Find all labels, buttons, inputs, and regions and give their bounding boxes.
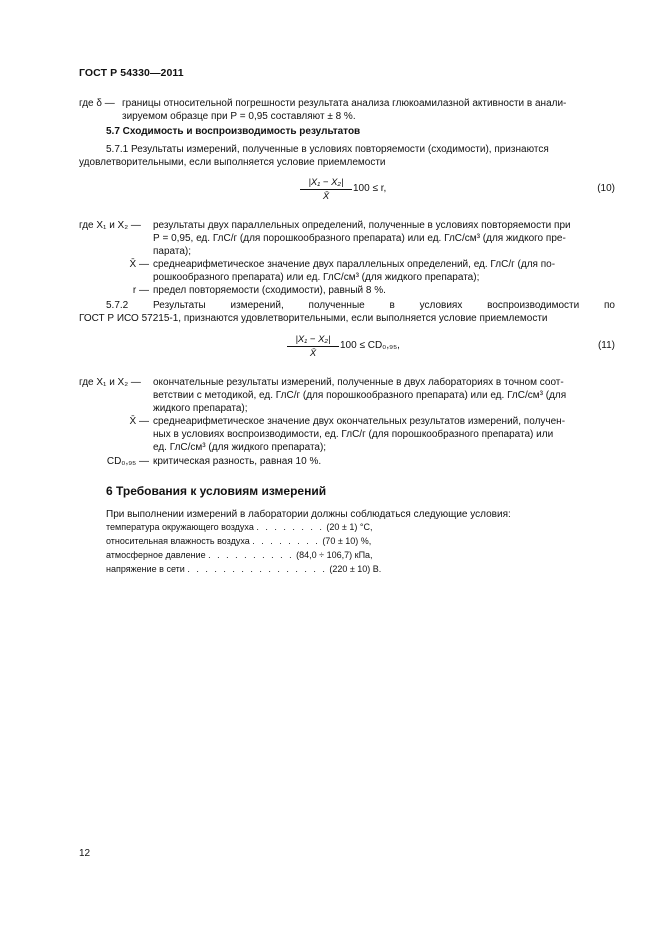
- where11-xbar-line2: ных в условиях воспроизводимости, ед. ГлС/г (для порошкообразного препарата) или: [153, 429, 554, 440]
- condition-dots: . . . . . . . . . .: [208, 550, 294, 560]
- delta-label: где δ —: [79, 98, 115, 109]
- eq10-numerator: |X₁ − X₂|: [300, 176, 352, 190]
- where11-x-label: где X₁ и X₂ —: [79, 377, 141, 388]
- where11-cd-label: CD₀,₉₅ —: [106, 456, 149, 467]
- where10-x-label: где X₁ и X₂ —: [79, 220, 141, 231]
- condition-name: температура окружающего воздуха: [106, 522, 254, 532]
- where11-x-line3: жидкого препарата);: [153, 403, 248, 414]
- where11-xbar-label: X̄ —: [129, 416, 149, 427]
- condition-dots: . . . . . . . .: [252, 536, 320, 546]
- where10-r-line1: предел повторяемости (сходимости), равный 8 %.: [153, 285, 386, 296]
- s571-line2: удовлетворительными, если выполняется условие приемлемости: [79, 157, 386, 168]
- condition-name: атмосферное давление: [106, 550, 206, 560]
- page-number: 12: [79, 848, 91, 859]
- s6-intro: При выполнении измерений в лаборатории должны соблюдаться следующие условия:: [106, 509, 511, 520]
- condition-value: (20 ± 1) °С,: [326, 522, 373, 532]
- where10-xbar-line1: среднеарифметическое значение двух параллельных определений, ед. ГлС/г (для по-: [153, 259, 556, 270]
- where10-xbar-line2: рошкообразного препарата) или ед. ГлС/см³ (для жидкого препарата);: [153, 272, 480, 283]
- condition-value: (70 ± 10) %,: [322, 536, 372, 546]
- s572-line1-text: 5.7.2 Результаты измерений, полученные в условиях воспроизводимости по: [106, 300, 615, 311]
- where11-x-line2: ветствии с методикой, ед. ГлС/г (для порошкообразного препарата) или ед. ГлС/см³ (для: [153, 390, 567, 401]
- where10-xbar-label: X̄ —: [129, 259, 149, 270]
- condition-dots: . . . . . . . .: [256, 522, 324, 532]
- eq10-fraction: [300, 176, 352, 203]
- eq10-tail: 100 ≤ r,: [353, 183, 387, 194]
- document-header: ГОСТ Р 54330—2011: [79, 67, 184, 79]
- s571-line1: 5.7.1 Результаты измерений, полученные в условиях повторяемости (сходимости), признаются: [106, 144, 549, 155]
- where11-xbar-line1: среднеарифметическое значение двух окончательных результатов измерений, получен-: [153, 416, 566, 427]
- condition-row: [106, 536, 371, 546]
- eq11-number: (11): [597, 340, 615, 351]
- delta-text-line1: границы относительной погрешности результата анализа глюкоамилазной активности в анали-: [122, 98, 567, 109]
- where11-xbar-line3: ед. ГлС/см³ (для жидкого препарата);: [153, 442, 327, 453]
- eq10-number: (10): [597, 183, 615, 194]
- condition-row: [106, 564, 381, 574]
- condition-dots: . . . . . . . . . . . . . . . .: [187, 564, 327, 574]
- delta-text-line2: зируемом образце при Р = 0,95 составляют ± 8 %.: [122, 111, 356, 122]
- where10-x-line3: парата);: [153, 246, 192, 257]
- section-6-title: 6 Требования к условиям измерений: [106, 484, 327, 498]
- where11-cd-line1: критическая разность, равная 10 %.: [153, 456, 322, 467]
- eq10-denominator: X̄: [322, 191, 330, 202]
- condition-row: [106, 522, 372, 532]
- where10-r-label: r —: [132, 285, 149, 296]
- condition-name: относительная влажность воздуха: [106, 536, 250, 546]
- condition-row: [106, 550, 373, 560]
- where10-x-line2: Р = 0,95, ед. ГлС/г (для порошкообразного препарата) или ед. ГлС/см³ (для жидкого пре-: [153, 233, 566, 244]
- s572-line2: ГОСТ Р ИСО 57215-1, признаются удовлетворительными, если выполняется условие приемлемости: [79, 313, 548, 324]
- eq11-numerator: |X₁ − X₂|: [287, 333, 339, 347]
- where10-x-line1: результаты двух параллельных определений, полученные в условиях повторяемости при: [153, 220, 571, 231]
- eq11-tail: 100 ≤ CD₀,₉₅,: [340, 340, 400, 351]
- condition-value: (84,0 ÷ 106,7) кПа,: [296, 550, 373, 560]
- eq11-denominator: X̄: [309, 348, 317, 359]
- section-5-7-title: 5.7 Сходимость и воспроизводимость результатов: [106, 126, 361, 137]
- eq11-fraction: [287, 333, 339, 360]
- condition-name: напряжение в сети: [106, 564, 185, 574]
- s572-line1: [106, 299, 615, 312]
- condition-value: (220 ± 10) В.: [329, 564, 382, 574]
- where11-x-line1: окончательные результаты измерений, полученные в двух лабораториях в точном соот-: [153, 377, 564, 388]
